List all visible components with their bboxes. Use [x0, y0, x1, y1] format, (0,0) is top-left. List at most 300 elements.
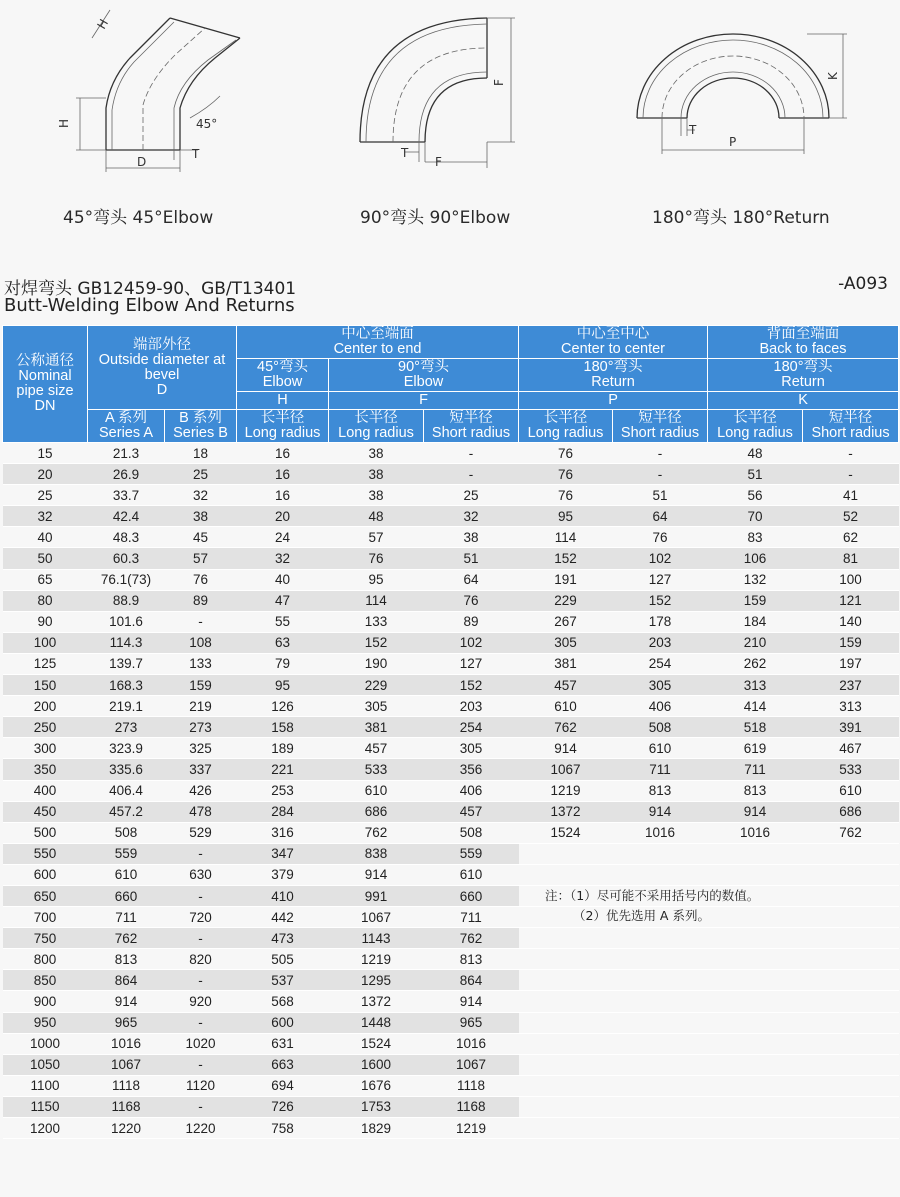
table-row: [3, 675, 899, 696]
table-cell: 305: [424, 738, 519, 759]
dim-h-side: H: [57, 118, 71, 128]
table-cell: 1220: [88, 1118, 165, 1139]
header-180-return-p: 180°弯头 Return: [519, 359, 708, 392]
table-cell: 18: [165, 443, 237, 464]
table-row: [3, 1012, 899, 1033]
table-cell: 1143: [329, 928, 424, 949]
table-cell: 64: [424, 569, 519, 590]
table-cell: 410: [237, 885, 329, 906]
table-cell: 101.6: [88, 611, 165, 632]
table-cell: 114: [329, 590, 424, 611]
header-center-to-center: 中心至中心 Center to center: [519, 326, 708, 359]
dim-t: T: [689, 123, 697, 137]
table-cell: 467: [803, 738, 899, 759]
table-cell: -: [165, 611, 237, 632]
table-cell: 219.1: [88, 696, 165, 717]
table-cell: 267: [519, 611, 613, 632]
table-cell: 76: [613, 527, 708, 548]
table-cell: 473: [237, 928, 329, 949]
table-cell: 184: [708, 611, 803, 632]
empty-cell: [613, 991, 708, 1012]
table-row: [3, 928, 899, 949]
table-cell: 125: [3, 653, 88, 674]
empty-cell: [803, 1033, 899, 1054]
table-cell: 62: [803, 527, 899, 548]
table-cell: 83: [708, 527, 803, 548]
table-row: [3, 590, 899, 611]
table-cell: 356: [424, 759, 519, 780]
table-cell: 426: [165, 780, 237, 801]
table-cell: 965: [424, 1012, 519, 1033]
table-cell: 457: [424, 801, 519, 822]
table-cell: 313: [803, 696, 899, 717]
table-cell: 1219: [424, 1118, 519, 1139]
elbow-45-caption: 45°弯头 45°Elbow: [63, 208, 214, 228]
empty-cell: [803, 949, 899, 970]
title-en: Butt-Welding Elbow And Returns: [4, 295, 295, 316]
table-cell: 127: [424, 653, 519, 674]
table-cell: 262: [708, 653, 803, 674]
elbow-90-diagram: [345, 0, 545, 190]
table-cell: 203: [424, 696, 519, 717]
table-cell: 16: [237, 485, 329, 506]
table-cell: 1050: [3, 1054, 88, 1075]
table-cell: 508: [424, 822, 519, 843]
empty-cell: [708, 843, 803, 864]
table-cell: 711: [708, 759, 803, 780]
table-cell: 50: [3, 548, 88, 569]
table-row: [3, 885, 899, 906]
table-cell: 711: [88, 907, 165, 928]
table-cell: 568: [237, 991, 329, 1012]
table-cell: 89: [165, 590, 237, 611]
table-cell: 57: [329, 527, 424, 548]
table-cell: 1676: [329, 1075, 424, 1096]
table-cell: 52: [803, 506, 899, 527]
table-cell: 1168: [88, 1096, 165, 1117]
table-cell: 914: [519, 738, 613, 759]
table-row: [3, 485, 899, 506]
table-row: [3, 717, 899, 738]
table-row: [3, 632, 899, 653]
table-cell: 16: [237, 443, 329, 464]
table-row: [3, 801, 899, 822]
table-cell: 152: [424, 675, 519, 696]
header-letter-p: P: [519, 392, 708, 410]
empty-cell: [708, 1096, 803, 1117]
table-cell: 60.3: [88, 548, 165, 569]
empty-cell: [519, 1033, 613, 1054]
header-180-return-k: 180°弯头 Return: [708, 359, 899, 392]
table-row: [3, 1075, 899, 1096]
table-cell: 114: [519, 527, 613, 548]
empty-cell: [519, 928, 613, 949]
table-cell: 610: [424, 864, 519, 885]
table-row: [3, 759, 899, 780]
table-cell: 152: [329, 632, 424, 653]
table-cell: 537: [237, 970, 329, 991]
table-cell: 254: [613, 653, 708, 674]
table-cell: 273: [88, 717, 165, 738]
empty-cell: [519, 1075, 613, 1096]
table-cell: 121: [803, 590, 899, 611]
header-45-elbow: 45°弯头 Elbow: [237, 359, 329, 392]
empty-cell: [613, 1054, 708, 1075]
table-cell: 221: [237, 759, 329, 780]
empty-cell: [613, 928, 708, 949]
table-cell: 197: [803, 653, 899, 674]
table-cell: 700: [3, 907, 88, 928]
empty-cell: [613, 1118, 708, 1139]
table-cell: 720: [165, 907, 237, 928]
table-cell: 1020: [165, 1033, 237, 1054]
empty-cell: [519, 1012, 613, 1033]
table-cell: 457: [519, 675, 613, 696]
empty-cell: [708, 991, 803, 1012]
table-cell: 38: [329, 443, 424, 464]
table-cell: 1016: [708, 822, 803, 843]
table-cell: 450: [3, 801, 88, 822]
empty-cell: [803, 1096, 899, 1117]
table-cell: -: [165, 928, 237, 949]
table-cell: 864: [88, 970, 165, 991]
table-body: [3, 443, 899, 1139]
table-cell: 41: [803, 485, 899, 506]
table-cell: 253: [237, 780, 329, 801]
dim-angle: 45°: [196, 117, 218, 131]
table-cell: 1000: [3, 1033, 88, 1054]
table-cell: 711: [424, 907, 519, 928]
table-cell: 76.1(73): [88, 569, 165, 590]
table-cell: 533: [329, 759, 424, 780]
header-f-long-radius: 长半径 Long radius: [329, 410, 424, 443]
table-cell: 95: [329, 569, 424, 590]
elbow-90-caption: 90°弯头 90°Elbow: [360, 208, 511, 228]
empty-cell: [708, 1054, 803, 1075]
table-cell: 630: [165, 864, 237, 885]
table-cell: 210: [708, 632, 803, 653]
header-outside-diameter: 端部外径 Outside diameter at bevel D: [88, 326, 237, 410]
empty-cell: [708, 970, 803, 991]
table-cell: -: [613, 443, 708, 464]
empty-cell: [708, 1033, 803, 1054]
table-cell: 1067: [88, 1054, 165, 1075]
table-cell: 600: [237, 1012, 329, 1033]
table-cell: 88.9: [88, 590, 165, 611]
header-series-b: B 系列 Series B: [165, 410, 237, 443]
empty-cell: [803, 907, 899, 928]
table-cell: 610: [613, 738, 708, 759]
table-cell: 533: [803, 759, 899, 780]
table-cell: 95: [519, 506, 613, 527]
table-cell: 313: [708, 675, 803, 696]
table-row: [3, 1118, 899, 1139]
dim-f-side: F: [492, 79, 506, 86]
table-cell: 152: [519, 548, 613, 569]
return-180-diagram: [615, 0, 865, 190]
table-cell: -: [165, 970, 237, 991]
table-cell: -: [165, 1096, 237, 1117]
table-cell: 600: [3, 864, 88, 885]
table-cell: 1016: [613, 822, 708, 843]
table-row: [3, 907, 899, 928]
note-2: （2）优先选用 A 系列。: [573, 908, 710, 923]
table-cell: 1295: [329, 970, 424, 991]
table-cell: 920: [165, 991, 237, 1012]
table-cell: 900: [3, 991, 88, 1012]
table-cell: 284: [237, 801, 329, 822]
table-cell: 631: [237, 1033, 329, 1054]
table-cell: 63: [237, 632, 329, 653]
table-cell: 127: [613, 569, 708, 590]
table-row: [3, 822, 899, 843]
table-cell: 133: [165, 653, 237, 674]
table-cell: 820: [165, 949, 237, 970]
table-cell: 254: [424, 717, 519, 738]
empty-cell: [519, 949, 613, 970]
empty-cell: [708, 1075, 803, 1096]
table-cell: 76: [519, 485, 613, 506]
table-cell: 90: [3, 611, 88, 632]
table-cell: 1219: [519, 780, 613, 801]
table-cell: 914: [329, 864, 424, 885]
table-cell: 660: [88, 885, 165, 906]
table-cell: 305: [613, 675, 708, 696]
table-cell: 1372: [329, 991, 424, 1012]
table-cell: -: [613, 464, 708, 485]
table-cell: 25: [3, 485, 88, 506]
table-cell: 47: [237, 590, 329, 611]
dim-f-bottom: F: [435, 155, 442, 169]
table-cell: 914: [88, 991, 165, 1012]
empty-cell: [519, 864, 613, 885]
table-cell: 864: [424, 970, 519, 991]
table-row: [3, 569, 899, 590]
table-cell: 305: [519, 632, 613, 653]
empty-cell: [519, 1054, 613, 1075]
table-cell: 76: [519, 443, 613, 464]
table-cell: 1118: [424, 1075, 519, 1096]
notes: [545, 886, 759, 926]
table-cell: 40: [3, 527, 88, 548]
table-cell: 32: [237, 548, 329, 569]
table-cell: 800: [3, 949, 88, 970]
table-cell: 381: [329, 717, 424, 738]
empty-cell: [708, 928, 803, 949]
table-cell: 991: [329, 885, 424, 906]
dim-k: K: [826, 72, 840, 80]
table-cell: 219: [165, 696, 237, 717]
table-row: [3, 653, 899, 674]
table-cell: 76: [165, 569, 237, 590]
table-cell: 1219: [329, 949, 424, 970]
table-cell: 316: [237, 822, 329, 843]
table-cell: 133: [329, 611, 424, 632]
table-cell: 518: [708, 717, 803, 738]
table-cell: 442: [237, 907, 329, 928]
table-cell: 965: [88, 1012, 165, 1033]
table-cell: 1168: [424, 1096, 519, 1117]
table-row: [3, 1033, 899, 1054]
table-cell: -: [165, 1054, 237, 1075]
dim-t: T: [192, 147, 200, 161]
header-90-elbow: 90°弯头 Elbow: [329, 359, 519, 392]
table-cell: 508: [88, 822, 165, 843]
table-cell: 610: [519, 696, 613, 717]
table-cell: 38: [165, 506, 237, 527]
empty-cell: [613, 1096, 708, 1117]
table-cell: 914: [613, 801, 708, 822]
table-cell: 406.4: [88, 780, 165, 801]
table-cell: 1448: [329, 1012, 424, 1033]
table-cell: 660: [424, 885, 519, 906]
return-180-caption: 180°弯头 180°Return: [652, 208, 830, 228]
table-cell: 38: [329, 464, 424, 485]
table-cell: 1600: [329, 1054, 424, 1075]
table-cell: 325: [165, 738, 237, 759]
table-cell: 89: [424, 611, 519, 632]
table-cell: 406: [613, 696, 708, 717]
page-code: -A093: [838, 274, 888, 294]
elbow-45-diagram: [40, 0, 270, 190]
table-cell: 48.3: [88, 527, 165, 548]
table-cell: 762: [329, 822, 424, 843]
table-cell: 33.7: [88, 485, 165, 506]
table-cell: 200: [3, 696, 88, 717]
table-cell: 114.3: [88, 632, 165, 653]
table-cell: 559: [88, 843, 165, 864]
table-row: [3, 506, 899, 527]
table-cell: 178: [613, 611, 708, 632]
table-cell: 610: [88, 864, 165, 885]
table-cell: 55: [237, 611, 329, 632]
header-p-long-radius: 长半径 Long radius: [519, 410, 613, 443]
table-cell: 1524: [519, 822, 613, 843]
table-cell: 42.4: [88, 506, 165, 527]
header-back-to-faces: 背面至端面 Back to faces: [708, 326, 899, 359]
table-cell: 505: [237, 949, 329, 970]
table-cell: 80: [3, 590, 88, 611]
table-cell: 813: [424, 949, 519, 970]
table-cell: 38: [424, 527, 519, 548]
table-cell: 76: [424, 590, 519, 611]
table-cell: 457: [329, 738, 424, 759]
table-cell: 610: [803, 780, 899, 801]
table-cell: 406: [424, 780, 519, 801]
table-cell: 190: [329, 653, 424, 674]
table-cell: 229: [329, 675, 424, 696]
empty-cell: [803, 1118, 899, 1139]
table-cell: 559: [424, 843, 519, 864]
table-cell: 1118: [88, 1075, 165, 1096]
table-row: [3, 696, 899, 717]
table-cell: 1016: [424, 1033, 519, 1054]
empty-cell: [708, 864, 803, 885]
table-cell: 250: [3, 717, 88, 738]
table-cell: 100: [803, 569, 899, 590]
table-cell: 16: [237, 464, 329, 485]
table-row: [3, 991, 899, 1012]
empty-cell: [803, 970, 899, 991]
table-cell: 850: [3, 970, 88, 991]
table-cell: 15: [3, 443, 88, 464]
table-cell: 1829: [329, 1118, 424, 1139]
table-cell: 40: [237, 569, 329, 590]
table-cell: 95: [237, 675, 329, 696]
table-cell: 150: [3, 675, 88, 696]
empty-cell: [519, 843, 613, 864]
empty-cell: [803, 1075, 899, 1096]
table-row: [3, 527, 899, 548]
dim-t: T: [401, 146, 409, 160]
table-cell: 237: [803, 675, 899, 696]
table-row: [3, 611, 899, 632]
table-cell: 711: [613, 759, 708, 780]
table-cell: 305: [329, 696, 424, 717]
table-cell: 610: [329, 780, 424, 801]
table-cell: 1067: [329, 907, 424, 928]
table-cell: -: [803, 443, 899, 464]
empty-cell: [803, 928, 899, 949]
table-cell: 159: [803, 632, 899, 653]
table-row: [3, 738, 899, 759]
table-cell: 914: [424, 991, 519, 1012]
table-cell: 79: [237, 653, 329, 674]
table-row: [3, 464, 899, 485]
table-cell: 21.3: [88, 443, 165, 464]
dim-p: P: [729, 135, 737, 149]
table-cell: -: [165, 1012, 237, 1033]
table-cell: 762: [88, 928, 165, 949]
table-cell: 76: [329, 548, 424, 569]
table-cell: 650: [3, 885, 88, 906]
table-cell: 663: [237, 1054, 329, 1075]
table-cell: 478: [165, 801, 237, 822]
header-nominal: 公称通径 Nominal pipe size DN: [3, 326, 88, 443]
table-cell: 1016: [88, 1033, 165, 1054]
table-cell: 300: [3, 738, 88, 759]
table-cell: 20: [237, 506, 329, 527]
table-cell: 838: [329, 843, 424, 864]
table-cell: 70: [708, 506, 803, 527]
table-cell: 619: [708, 738, 803, 759]
table-cell: -: [165, 885, 237, 906]
header-f-short-radius: 短半径 Short radius: [424, 410, 519, 443]
table-cell: 102: [424, 632, 519, 653]
table-cell: 379: [237, 864, 329, 885]
table-cell: 1100: [3, 1075, 88, 1096]
table-cell: 229: [519, 590, 613, 611]
table-cell: 1372: [519, 801, 613, 822]
table-cell: 758: [237, 1118, 329, 1139]
table-cell: 25: [424, 485, 519, 506]
table-cell: 132: [708, 569, 803, 590]
table-cell: 57: [165, 548, 237, 569]
table-cell: 159: [165, 675, 237, 696]
table-row: [3, 970, 899, 991]
table-cell: 159: [708, 590, 803, 611]
empty-cell: [803, 1054, 899, 1075]
table-cell: 51: [613, 485, 708, 506]
table-cell: 813: [613, 780, 708, 801]
table-cell: 102: [613, 548, 708, 569]
table-cell: 500: [3, 822, 88, 843]
table-cell: 32: [424, 506, 519, 527]
empty-cell: [519, 1118, 613, 1139]
empty-cell: [708, 1012, 803, 1033]
table-row: [3, 443, 899, 464]
table-row: [3, 949, 899, 970]
